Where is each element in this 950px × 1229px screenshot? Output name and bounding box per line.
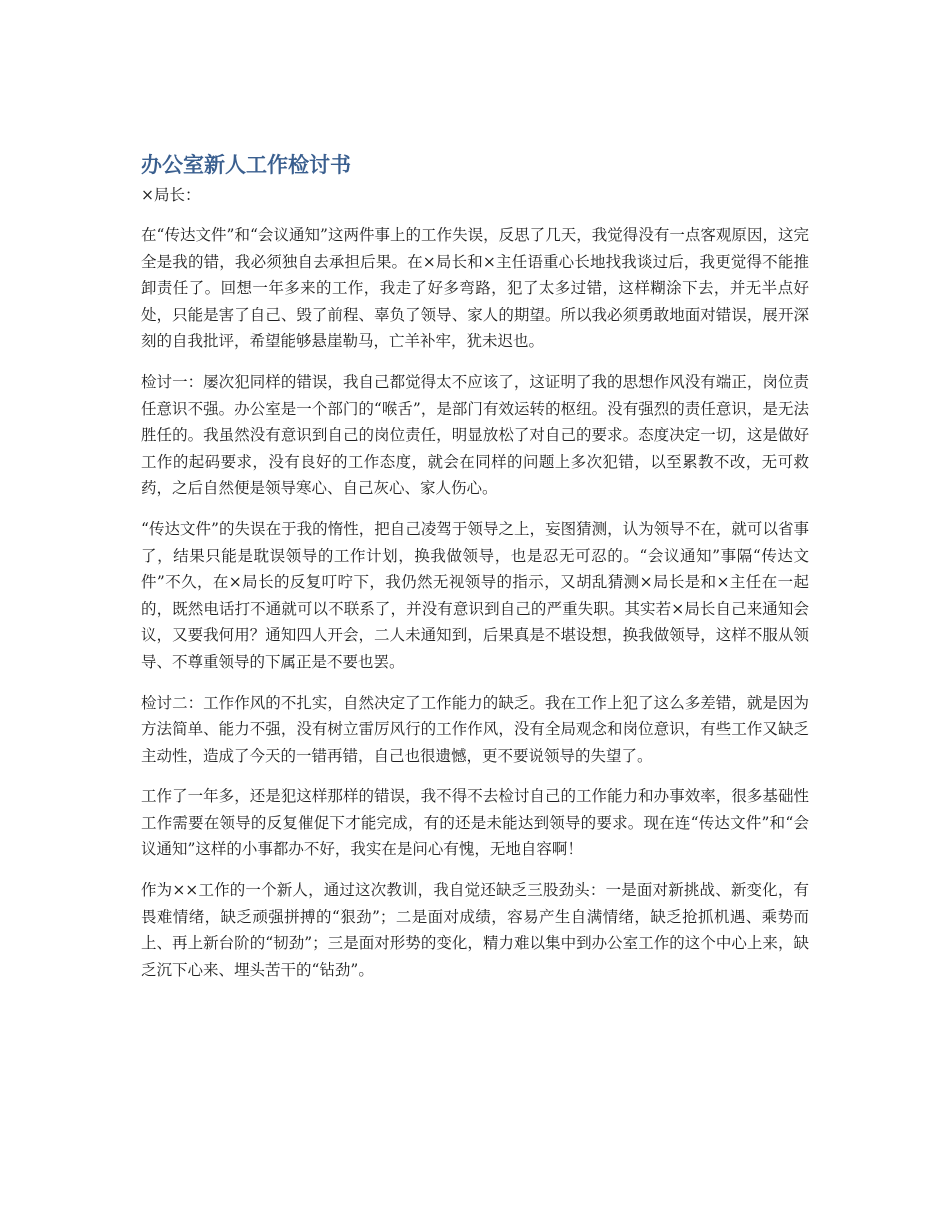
paragraph-review-two: 检讨二：工作作风的不扎实，自然决定了工作能力的缺乏。我在工作上犯了这么多差错，就是因为方法简单、能力不强，没有树立雷厉风行的工作作风，没有全局观念和岗位意识，有些工作又缺乏主动性，造成了今天的一错再错，自己也很遗憾，更不要说领导的失望了。 (141, 693, 809, 765)
document-title: 办公室新人工作检讨书 (141, 153, 351, 177)
paragraph-intro: 在“传达文件”和“会议通知”这两件事上的工作失误，反思了几天，我觉得没有一点客观原因，这完全是我的错，我必须独自去承担后果。在×局长和×主任语重心长地找我谈过后，我更觉得不能推卸责任了。回想一年多来的工作，我走了好多弯路，犯了太多过错，这样糊涂下去，并无半点好处，只能是害了自己、毁了前程、辜负了领导、家人的期望。所以我必须勇敢地面对错误，展开深刻的自我批评，希望能够悬崖勒马，亡羊补牢，犹未迟也。 (141, 226, 809, 351)
document-page (141, 150, 809, 997)
paragraph-review-one: 检讨一：屡次犯同样的错误，我自己都觉得太不应该了，这证明了我的思想作风没有端正，岗位责任意识不强。办公室是一个部门的“喉舌”，是部门有效运转的枢纽。没有强烈的责任意识，是无法胜任的。我虽然没有意识到自己的岗位责任，明显放松了对自己的要求。态度决定一切，这是做好工作的起码要求，没有良好的工作态度，就会在同样的问题上多次犯错，以至累教不改，无可救药，之后自然便是领导寒心、自己灰心、家人伤心。 (141, 372, 809, 498)
salutation: ×局长： (141, 186, 201, 204)
paragraph-work-reflection: 工作了一年多，还是犯这样那样的错误，我不得不去检讨自己的工作能力和办事效率，很多基础性工作需要在领导的反复催促下才能完成，有的还是未能达到领导的要求。现在连“传达文件”和“会议通知”这样的小事都办不好，我实在是问心有愧，无地自容啊！ (141, 787, 809, 859)
paragraph-document-error: “传达文件”的失误在于我的惰性，把自己凌驾于领导之上，妄图猜测，认为领导不在，就可以省事了，结果只能是耽误领导的工作计划，换我做领导，也是忍无可忍的。“会议通知”事隔“传达文件”不久，在×局长的反复叮咛下，我仍然无视领导的指示，又胡乱猜测×局长是和×主任在一起的，既然电话打不通就可以不联系了，并没有意识到自己的严重失职。其实若×局长自己来通知会议，又要我何用？通知四人开会，二人未通知到，后果真是不堪设想，换我做领导，这样不服从领导、不尊重领导的下属正是不要也罢。 (141, 519, 809, 671)
paragraph-three-efforts: 作为××工作的一个新人，通过这次教训，我自觉还缺乏三股劲头：一是面对新挑战、新变化，有畏难情绪，缺乏顽强拼搏的“狠劲”；二是面对成绩，容易产生自满情绪，缺乏抢抓机遇、乘势而上、再上新台阶的“韧劲”；三是面对形势的变化，精力难以集中到办公室工作的这个中心上来，缺乏沉下心来、埋头苦干的“钻劲”。 (141, 881, 809, 979)
